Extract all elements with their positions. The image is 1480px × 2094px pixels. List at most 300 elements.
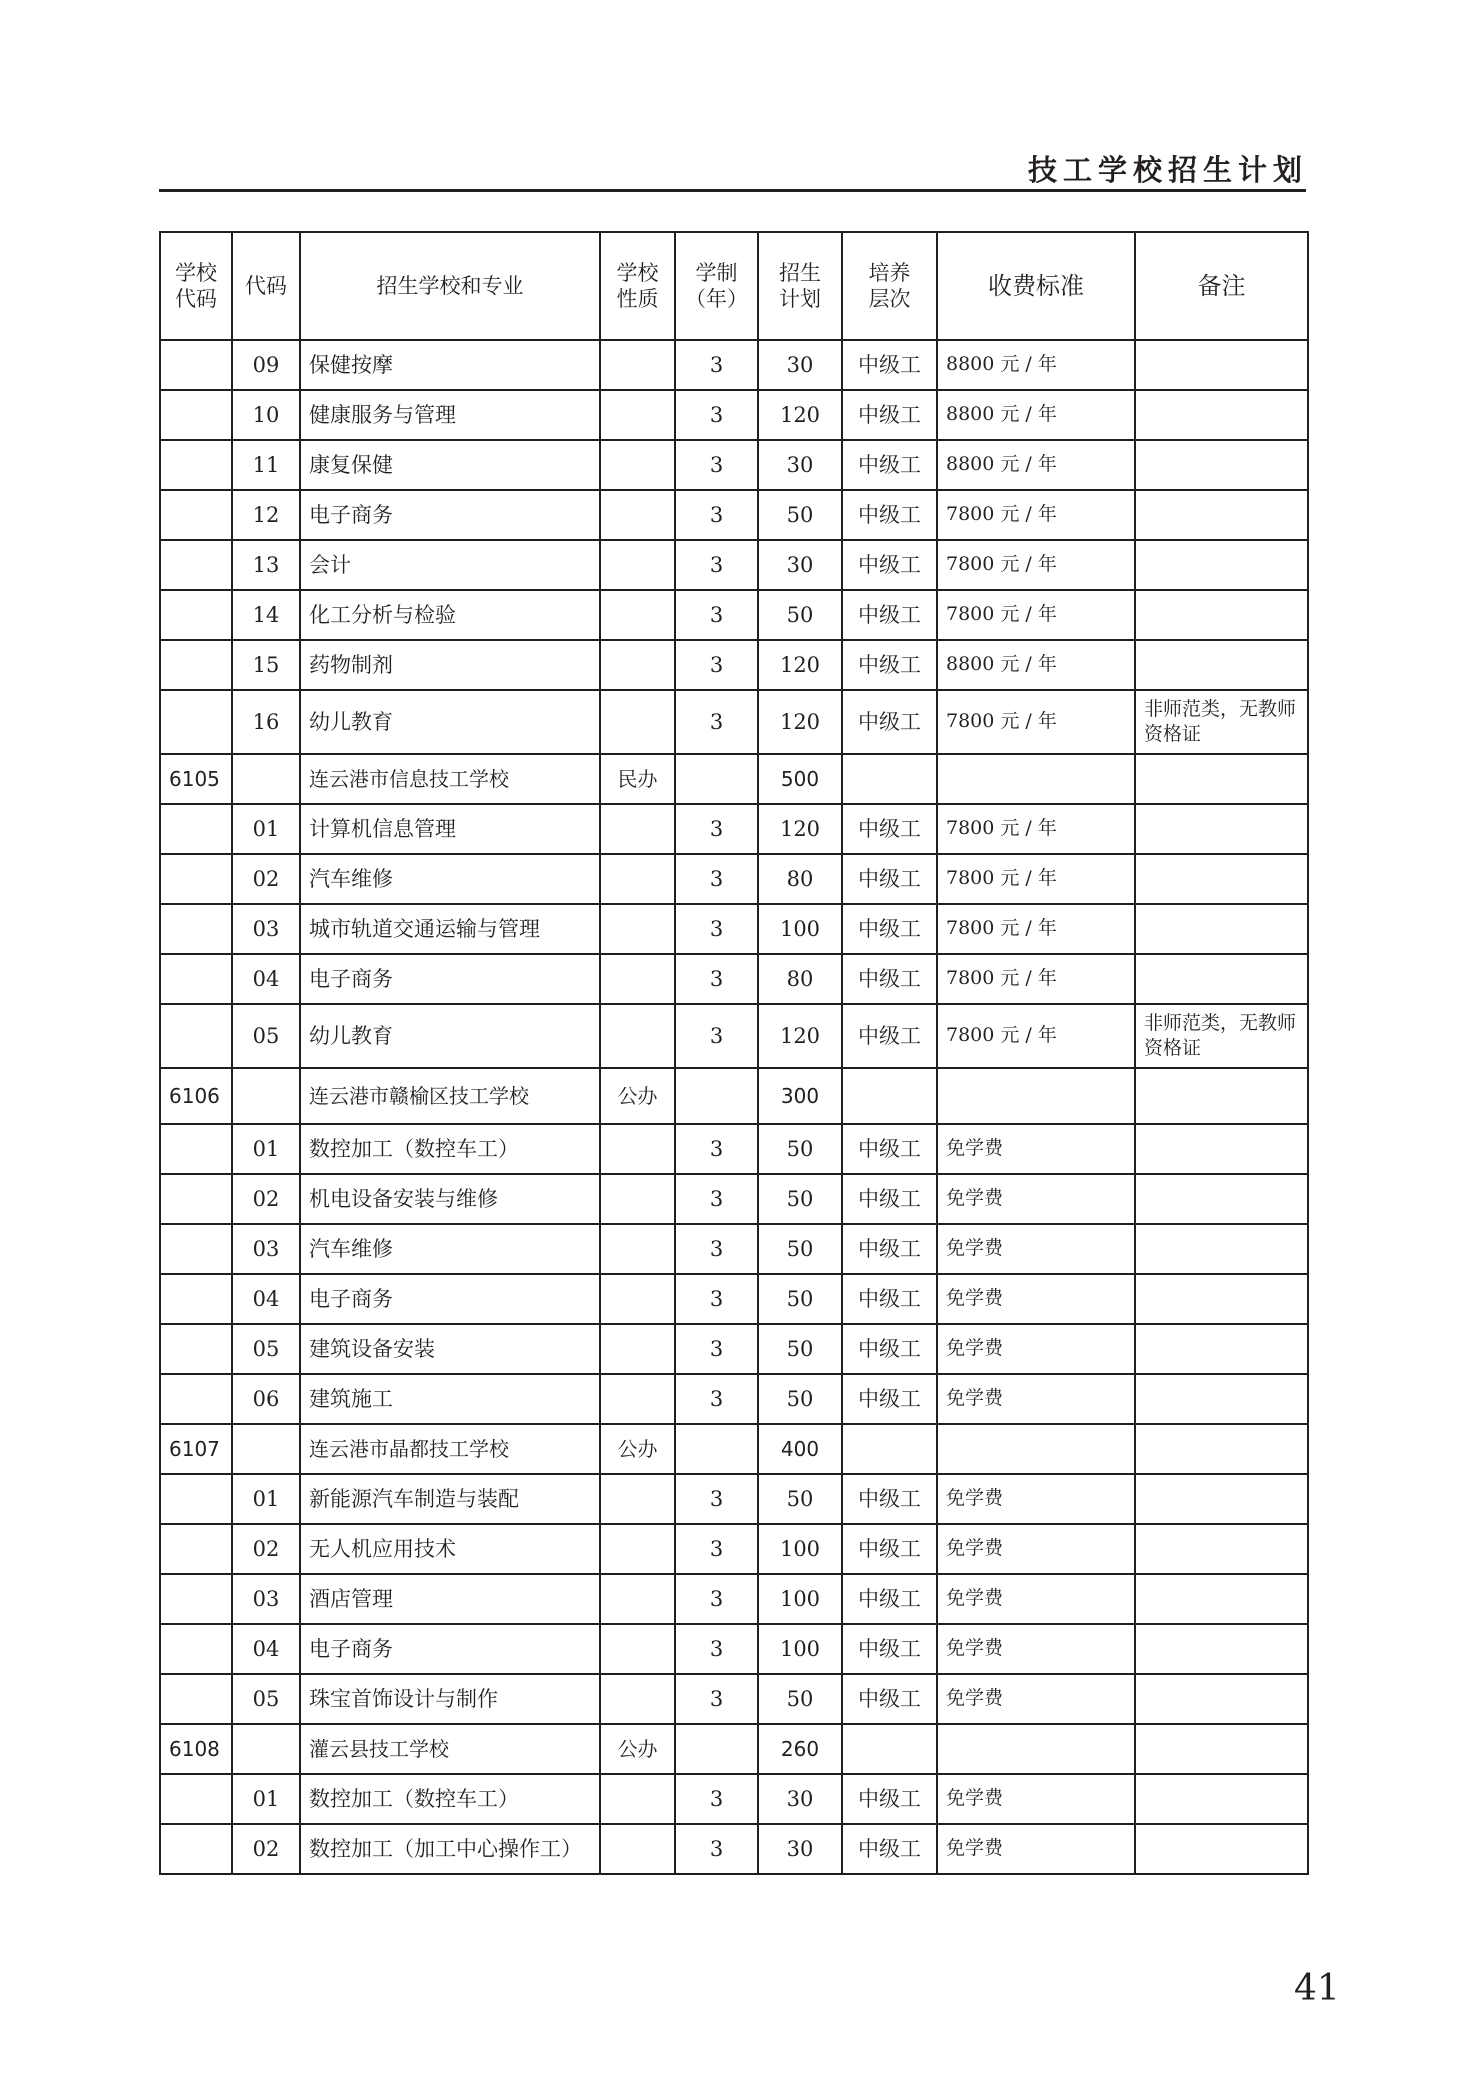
school-code-cell <box>160 390 232 440</box>
major-code-cell: 03 <box>232 1224 300 1274</box>
years-cell: 3 <box>675 1474 758 1524</box>
enrollment-plan-cell: 50 <box>758 1474 842 1524</box>
school-nature-cell <box>600 640 675 690</box>
fee-standard-cell: 8800 元 / 年 <box>937 390 1135 440</box>
training-level-cell <box>842 1068 937 1124</box>
fee-standard-cell: 8800 元 / 年 <box>937 640 1135 690</box>
major-code-cell: 09 <box>232 340 300 390</box>
school-nature-cell <box>600 1574 675 1624</box>
fee-standard-cell: 7800 元 / 年 <box>937 490 1135 540</box>
school-or-major-name-cell: 电子商务 <box>300 1274 600 1324</box>
enrollment-plan-cell: 100 <box>758 1574 842 1624</box>
school-or-major-name-cell: 电子商务 <box>300 490 600 540</box>
training-level-cell: 中级工 <box>842 590 937 640</box>
school-code-cell <box>160 590 232 640</box>
training-level-cell: 中级工 <box>842 640 937 690</box>
school-row <box>160 1068 1308 1124</box>
years-cell: 3 <box>675 440 758 490</box>
training-level-cell: 中级工 <box>842 1624 937 1674</box>
major-code-cell: 05 <box>232 1004 300 1068</box>
school-code-cell <box>160 804 232 854</box>
enrollment-plan-table <box>159 231 1309 1875</box>
years-cell <box>675 1068 758 1124</box>
table-header-row <box>160 232 1308 340</box>
school-nature-cell <box>600 1624 675 1674</box>
table-row <box>160 340 1308 390</box>
major-code-cell: 04 <box>232 954 300 1004</box>
years-cell <box>675 1424 758 1474</box>
school-row <box>160 754 1308 804</box>
training-level-cell: 中级工 <box>842 1274 937 1324</box>
enrollment-plan-cell: 50 <box>758 1324 842 1374</box>
major-code-cell: 14 <box>232 590 300 640</box>
school-or-major-name-cell: 无人机应用技术 <box>300 1524 600 1574</box>
school-nature-cell <box>600 690 675 754</box>
school-nature-cell <box>600 340 675 390</box>
school-nature-cell <box>600 590 675 640</box>
major-code-cell: 12 <box>232 490 300 540</box>
school-or-major-name-cell: 汽车维修 <box>300 1224 600 1274</box>
years-cell: 3 <box>675 340 758 390</box>
fee-standard-cell: 7800 元 / 年 <box>937 954 1135 1004</box>
note-cell <box>1135 640 1308 690</box>
page-number: 41 <box>1294 1968 1340 2009</box>
fee-standard-cell <box>937 1724 1135 1774</box>
note-cell <box>1135 1224 1308 1274</box>
enrollment-plan-cell: 120 <box>758 690 842 754</box>
school-code-cell <box>160 490 232 540</box>
note-cell <box>1135 590 1308 640</box>
school-or-major-name-cell: 会计 <box>300 540 600 590</box>
school-nature-cell <box>600 854 675 904</box>
major-code-cell: 01 <box>232 1124 300 1174</box>
table-row <box>160 440 1308 490</box>
years-cell: 3 <box>675 1274 758 1324</box>
major-code-cell: 15 <box>232 640 300 690</box>
school-nature-cell <box>600 1324 675 1374</box>
school-code-cell: 6108 <box>160 1724 232 1774</box>
school-nature-cell <box>600 390 675 440</box>
header-code: 代码 <box>232 232 300 340</box>
enrollment-plan-cell: 80 <box>758 854 842 904</box>
note-cell <box>1135 1624 1308 1674</box>
fee-standard-cell: 免学费 <box>937 1624 1135 1674</box>
enrollment-plan-cell: 260 <box>758 1724 842 1774</box>
years-cell: 3 <box>675 1004 758 1068</box>
major-code-cell: 02 <box>232 1174 300 1224</box>
major-code-cell: 01 <box>232 804 300 854</box>
enrollment-plan-cell: 50 <box>758 1374 842 1424</box>
note-cell <box>1135 1174 1308 1224</box>
table-row <box>160 1574 1308 1624</box>
table-row <box>160 640 1308 690</box>
school-or-major-name-cell: 连云港市赣榆区技工学校 <box>300 1068 600 1124</box>
years-cell <box>675 754 758 804</box>
years-cell: 3 <box>675 640 758 690</box>
header-level: 培养 层次 <box>842 232 937 340</box>
note-cell <box>1135 440 1308 490</box>
major-code-cell: 13 <box>232 540 300 590</box>
enrollment-plan-cell: 30 <box>758 1774 842 1824</box>
school-code-cell <box>160 1274 232 1324</box>
major-code-cell: 16 <box>232 690 300 754</box>
school-or-major-name-cell: 数控加工（数控车工） <box>300 1124 600 1174</box>
fee-standard-cell: 免学费 <box>937 1374 1135 1424</box>
school-nature-cell <box>600 1474 675 1524</box>
school-code-cell <box>160 690 232 754</box>
school-code-cell <box>160 1474 232 1524</box>
school-code-cell <box>160 904 232 954</box>
table-row <box>160 590 1308 640</box>
table-row <box>160 1004 1308 1068</box>
table-row <box>160 1224 1308 1274</box>
fee-standard-cell: 免学费 <box>937 1274 1135 1324</box>
major-code-cell <box>232 754 300 804</box>
school-code-cell <box>160 640 232 690</box>
school-code-cell <box>160 540 232 590</box>
school-or-major-name-cell: 计算机信息管理 <box>300 804 600 854</box>
table-row <box>160 804 1308 854</box>
school-nature-cell <box>600 1524 675 1574</box>
table-row <box>160 1124 1308 1174</box>
fee-standard-cell: 8800 元 / 年 <box>937 340 1135 390</box>
years-cell: 3 <box>675 1374 758 1424</box>
school-or-major-name-cell: 建筑施工 <box>300 1374 600 1424</box>
note-cell <box>1135 490 1308 540</box>
school-or-major-name-cell: 化工分析与检验 <box>300 590 600 640</box>
note-cell <box>1135 1774 1308 1824</box>
table-row <box>160 854 1308 904</box>
years-cell: 3 <box>675 854 758 904</box>
major-code-cell <box>232 1724 300 1774</box>
fee-standard-cell <box>937 1424 1135 1474</box>
fee-standard-cell: 免学费 <box>937 1174 1135 1224</box>
years-cell: 3 <box>675 1624 758 1674</box>
note-cell <box>1135 1574 1308 1624</box>
table-row <box>160 390 1308 440</box>
years-cell: 3 <box>675 1774 758 1824</box>
school-nature-cell <box>600 490 675 540</box>
school-nature-cell <box>600 1004 675 1068</box>
training-level-cell: 中级工 <box>842 1774 937 1824</box>
years-cell: 3 <box>675 490 758 540</box>
fee-standard-cell: 免学费 <box>937 1124 1135 1174</box>
school-or-major-name-cell: 城市轨道交通运输与管理 <box>300 904 600 954</box>
school-code-cell <box>160 1004 232 1068</box>
major-code-cell: 02 <box>232 1524 300 1574</box>
school-nature-cell <box>600 954 675 1004</box>
table-row <box>160 1274 1308 1324</box>
fee-standard-cell: 免学费 <box>937 1474 1135 1524</box>
years-cell: 3 <box>675 904 758 954</box>
table-row <box>160 1324 1308 1374</box>
fee-standard-cell <box>937 754 1135 804</box>
school-nature-cell <box>600 1124 675 1174</box>
school-or-major-name-cell: 酒店管理 <box>300 1574 600 1624</box>
school-code-cell: 6107 <box>160 1424 232 1474</box>
school-nature-cell <box>600 804 675 854</box>
years-cell: 3 <box>675 590 758 640</box>
training-level-cell: 中级工 <box>842 1174 937 1224</box>
table-row <box>160 904 1308 954</box>
enrollment-plan-cell: 50 <box>758 1174 842 1224</box>
school-or-major-name-cell: 药物制剂 <box>300 640 600 690</box>
school-code-cell <box>160 1174 232 1224</box>
training-level-cell <box>842 1424 937 1474</box>
major-code-cell: 04 <box>232 1274 300 1324</box>
enrollment-plan-cell: 30 <box>758 1824 842 1874</box>
school-nature-cell <box>600 1224 675 1274</box>
school-code-cell <box>160 1524 232 1574</box>
major-code-cell: 10 <box>232 390 300 440</box>
enrollment-plan-cell: 30 <box>758 340 842 390</box>
training-level-cell: 中级工 <box>842 490 937 540</box>
fee-standard-cell: 免学费 <box>937 1524 1135 1574</box>
note-cell <box>1135 540 1308 590</box>
table-row <box>160 1374 1308 1424</box>
training-level-cell: 中级工 <box>842 1004 937 1068</box>
school-row <box>160 1424 1308 1474</box>
note-cell <box>1135 754 1308 804</box>
enrollment-plan-cell: 120 <box>758 390 842 440</box>
major-code-cell: 03 <box>232 904 300 954</box>
school-or-major-name-cell: 电子商务 <box>300 1624 600 1674</box>
school-code-cell <box>160 1324 232 1374</box>
school-nature-cell <box>600 1174 675 1224</box>
school-or-major-name-cell: 幼儿教育 <box>300 1004 600 1068</box>
school-or-major-name-cell: 机电设备安装与维修 <box>300 1174 600 1224</box>
years-cell: 3 <box>675 1124 758 1174</box>
major-code-cell: 06 <box>232 1374 300 1424</box>
major-code-cell <box>232 1068 300 1124</box>
major-code-cell: 02 <box>232 854 300 904</box>
school-or-major-name-cell: 灌云县技工学校 <box>300 1724 600 1774</box>
school-nature-cell <box>600 1774 675 1824</box>
note-cell <box>1135 1068 1308 1124</box>
years-cell: 3 <box>675 390 758 440</box>
fee-standard-cell: 7800 元 / 年 <box>937 690 1135 754</box>
training-level-cell: 中级工 <box>842 1674 937 1724</box>
school-code-cell <box>160 440 232 490</box>
note-cell <box>1135 804 1308 854</box>
note-cell <box>1135 904 1308 954</box>
note-cell <box>1135 1274 1308 1324</box>
enrollment-plan-cell: 50 <box>758 1274 842 1324</box>
major-code-cell <box>232 1424 300 1474</box>
note-cell <box>1135 1324 1308 1374</box>
fee-standard-cell: 7800 元 / 年 <box>937 540 1135 590</box>
school-nature-cell: 民办 <box>600 754 675 804</box>
training-level-cell: 中级工 <box>842 1124 937 1174</box>
fee-standard-cell: 7800 元 / 年 <box>937 590 1135 640</box>
school-or-major-name-cell: 数控加工（数控车工） <box>300 1774 600 1824</box>
school-code-cell <box>160 1824 232 1874</box>
training-level-cell: 中级工 <box>842 390 937 440</box>
table-row <box>160 690 1308 754</box>
years-cell: 3 <box>675 954 758 1004</box>
training-level-cell: 中级工 <box>842 340 937 390</box>
fee-standard-cell: 免学费 <box>937 1224 1135 1274</box>
note-cell <box>1135 340 1308 390</box>
school-nature-cell <box>600 540 675 590</box>
training-level-cell: 中级工 <box>842 1324 937 1374</box>
years-cell <box>675 1724 758 1774</box>
table-row <box>160 1474 1308 1524</box>
training-level-cell: 中级工 <box>842 1224 937 1274</box>
years-cell: 3 <box>675 540 758 590</box>
school-code-cell <box>160 340 232 390</box>
note-cell: 非师范类，无教师资格证 <box>1135 1004 1308 1068</box>
running-title: 技工学校招生计划 <box>1027 153 1308 187</box>
fee-standard-cell: 7800 元 / 年 <box>937 1004 1135 1068</box>
school-nature-cell <box>600 1374 675 1424</box>
school-code-cell <box>160 1124 232 1174</box>
table-row <box>160 1174 1308 1224</box>
school-or-major-name-cell: 康复保健 <box>300 440 600 490</box>
header-note: 备注 <box>1135 232 1308 340</box>
note-cell <box>1135 1724 1308 1774</box>
school-or-major-name-cell: 新能源汽车制造与装配 <box>300 1474 600 1524</box>
years-cell: 3 <box>675 804 758 854</box>
enrollment-plan-cell: 120 <box>758 804 842 854</box>
enrollment-plan-cell: 120 <box>758 1004 842 1068</box>
header-nature: 学校 性质 <box>600 232 675 340</box>
major-code-cell: 03 <box>232 1574 300 1624</box>
training-level-cell <box>842 754 937 804</box>
fee-standard-cell <box>937 1068 1135 1124</box>
fee-standard-cell: 免学费 <box>937 1824 1135 1874</box>
fee-standard-cell: 免学费 <box>937 1674 1135 1724</box>
years-cell: 3 <box>675 1574 758 1624</box>
school-nature-cell: 公办 <box>600 1424 675 1474</box>
years-cell: 3 <box>675 1224 758 1274</box>
enrollment-plan-cell: 80 <box>758 954 842 1004</box>
school-code-cell: 6105 <box>160 754 232 804</box>
note-cell <box>1135 954 1308 1004</box>
enrollment-plan-cell: 50 <box>758 1124 842 1174</box>
note-cell <box>1135 854 1308 904</box>
school-or-major-name-cell: 连云港市晶都技工学校 <box>300 1424 600 1474</box>
training-level-cell: 中级工 <box>842 540 937 590</box>
enrollment-plan-cell: 50 <box>758 590 842 640</box>
school-or-major-name-cell: 幼儿教育 <box>300 690 600 754</box>
header-fee: 收费标准 <box>937 232 1135 340</box>
fee-standard-cell: 免学费 <box>937 1574 1135 1624</box>
school-or-major-name-cell: 珠宝首饰设计与制作 <box>300 1674 600 1724</box>
enrollment-plan-cell: 400 <box>758 1424 842 1474</box>
enrollment-plan-cell: 500 <box>758 754 842 804</box>
table-row <box>160 1524 1308 1574</box>
school-or-major-name-cell: 数控加工（加工中心操作工） <box>300 1824 600 1874</box>
enrollment-plan-cell: 100 <box>758 1624 842 1674</box>
note-cell <box>1135 1474 1308 1524</box>
table-row <box>160 1774 1308 1824</box>
training-level-cell: 中级工 <box>842 954 937 1004</box>
header-plan: 招生 计划 <box>758 232 842 340</box>
header-school-code: 学校 代码 <box>160 232 232 340</box>
years-cell: 3 <box>675 1174 758 1224</box>
enrollment-plan-cell: 50 <box>758 490 842 540</box>
fee-standard-cell: 7800 元 / 年 <box>937 854 1135 904</box>
table-row <box>160 1624 1308 1674</box>
fee-standard-cell: 免学费 <box>937 1774 1135 1824</box>
training-level-cell: 中级工 <box>842 690 937 754</box>
years-cell: 3 <box>675 1824 758 1874</box>
school-nature-cell: 公办 <box>600 1068 675 1124</box>
training-level-cell: 中级工 <box>842 904 937 954</box>
school-or-major-name-cell: 汽车维修 <box>300 854 600 904</box>
major-code-cell: 01 <box>232 1474 300 1524</box>
note-cell <box>1135 1124 1308 1174</box>
years-cell: 3 <box>675 1674 758 1724</box>
note-cell <box>1135 1374 1308 1424</box>
training-level-cell: 中级工 <box>842 1474 937 1524</box>
enrollment-plan-cell: 30 <box>758 540 842 590</box>
major-code-cell: 05 <box>232 1324 300 1374</box>
school-row <box>160 1724 1308 1774</box>
training-level-cell: 中级工 <box>842 804 937 854</box>
major-code-cell: 02 <box>232 1824 300 1874</box>
major-code-cell: 11 <box>232 440 300 490</box>
major-code-cell: 01 <box>232 1774 300 1824</box>
enrollment-plan-cell: 30 <box>758 440 842 490</box>
school-code-cell <box>160 854 232 904</box>
enrollment-plan-cell: 120 <box>758 640 842 690</box>
school-code-cell <box>160 1624 232 1674</box>
training-level-cell <box>842 1724 937 1774</box>
enrollment-plan-cell: 100 <box>758 1524 842 1574</box>
training-level-cell: 中级工 <box>842 1374 937 1424</box>
school-nature-cell: 公办 <box>600 1724 675 1774</box>
school-code-cell <box>160 1774 232 1824</box>
note-cell <box>1135 390 1308 440</box>
note-cell <box>1135 1424 1308 1474</box>
years-cell: 3 <box>675 1324 758 1374</box>
note-cell <box>1135 1674 1308 1724</box>
school-code-cell <box>160 954 232 1004</box>
table-row <box>160 1674 1308 1724</box>
enrollment-plan-cell: 100 <box>758 904 842 954</box>
major-code-cell: 05 <box>232 1674 300 1724</box>
table-row <box>160 1824 1308 1874</box>
note-cell: 非师范类，无教师资格证 <box>1135 690 1308 754</box>
header-school-major: 招生学校和专业 <box>300 232 600 340</box>
training-level-cell: 中级工 <box>842 1574 937 1624</box>
training-level-cell: 中级工 <box>842 1524 937 1574</box>
fee-standard-cell: 7800 元 / 年 <box>937 904 1135 954</box>
table-row <box>160 490 1308 540</box>
training-level-cell: 中级工 <box>842 1824 937 1874</box>
school-nature-cell <box>600 1674 675 1724</box>
training-level-cell: 中级工 <box>842 854 937 904</box>
school-code-cell <box>160 1374 232 1424</box>
enrollment-plan-cell: 300 <box>758 1068 842 1124</box>
school-code-cell <box>160 1224 232 1274</box>
fee-standard-cell: 8800 元 / 年 <box>937 440 1135 490</box>
header-rule <box>159 189 1306 192</box>
school-nature-cell <box>600 1824 675 1874</box>
school-code-cell: 6106 <box>160 1068 232 1124</box>
enrollment-plan-cell: 50 <box>758 1674 842 1724</box>
school-or-major-name-cell: 电子商务 <box>300 954 600 1004</box>
school-nature-cell <box>600 904 675 954</box>
years-cell: 3 <box>675 1524 758 1574</box>
school-code-cell <box>160 1674 232 1724</box>
school-nature-cell <box>600 440 675 490</box>
note-cell <box>1135 1824 1308 1874</box>
header-years: 学制 （年） <box>675 232 758 340</box>
fee-standard-cell: 7800 元 / 年 <box>937 804 1135 854</box>
